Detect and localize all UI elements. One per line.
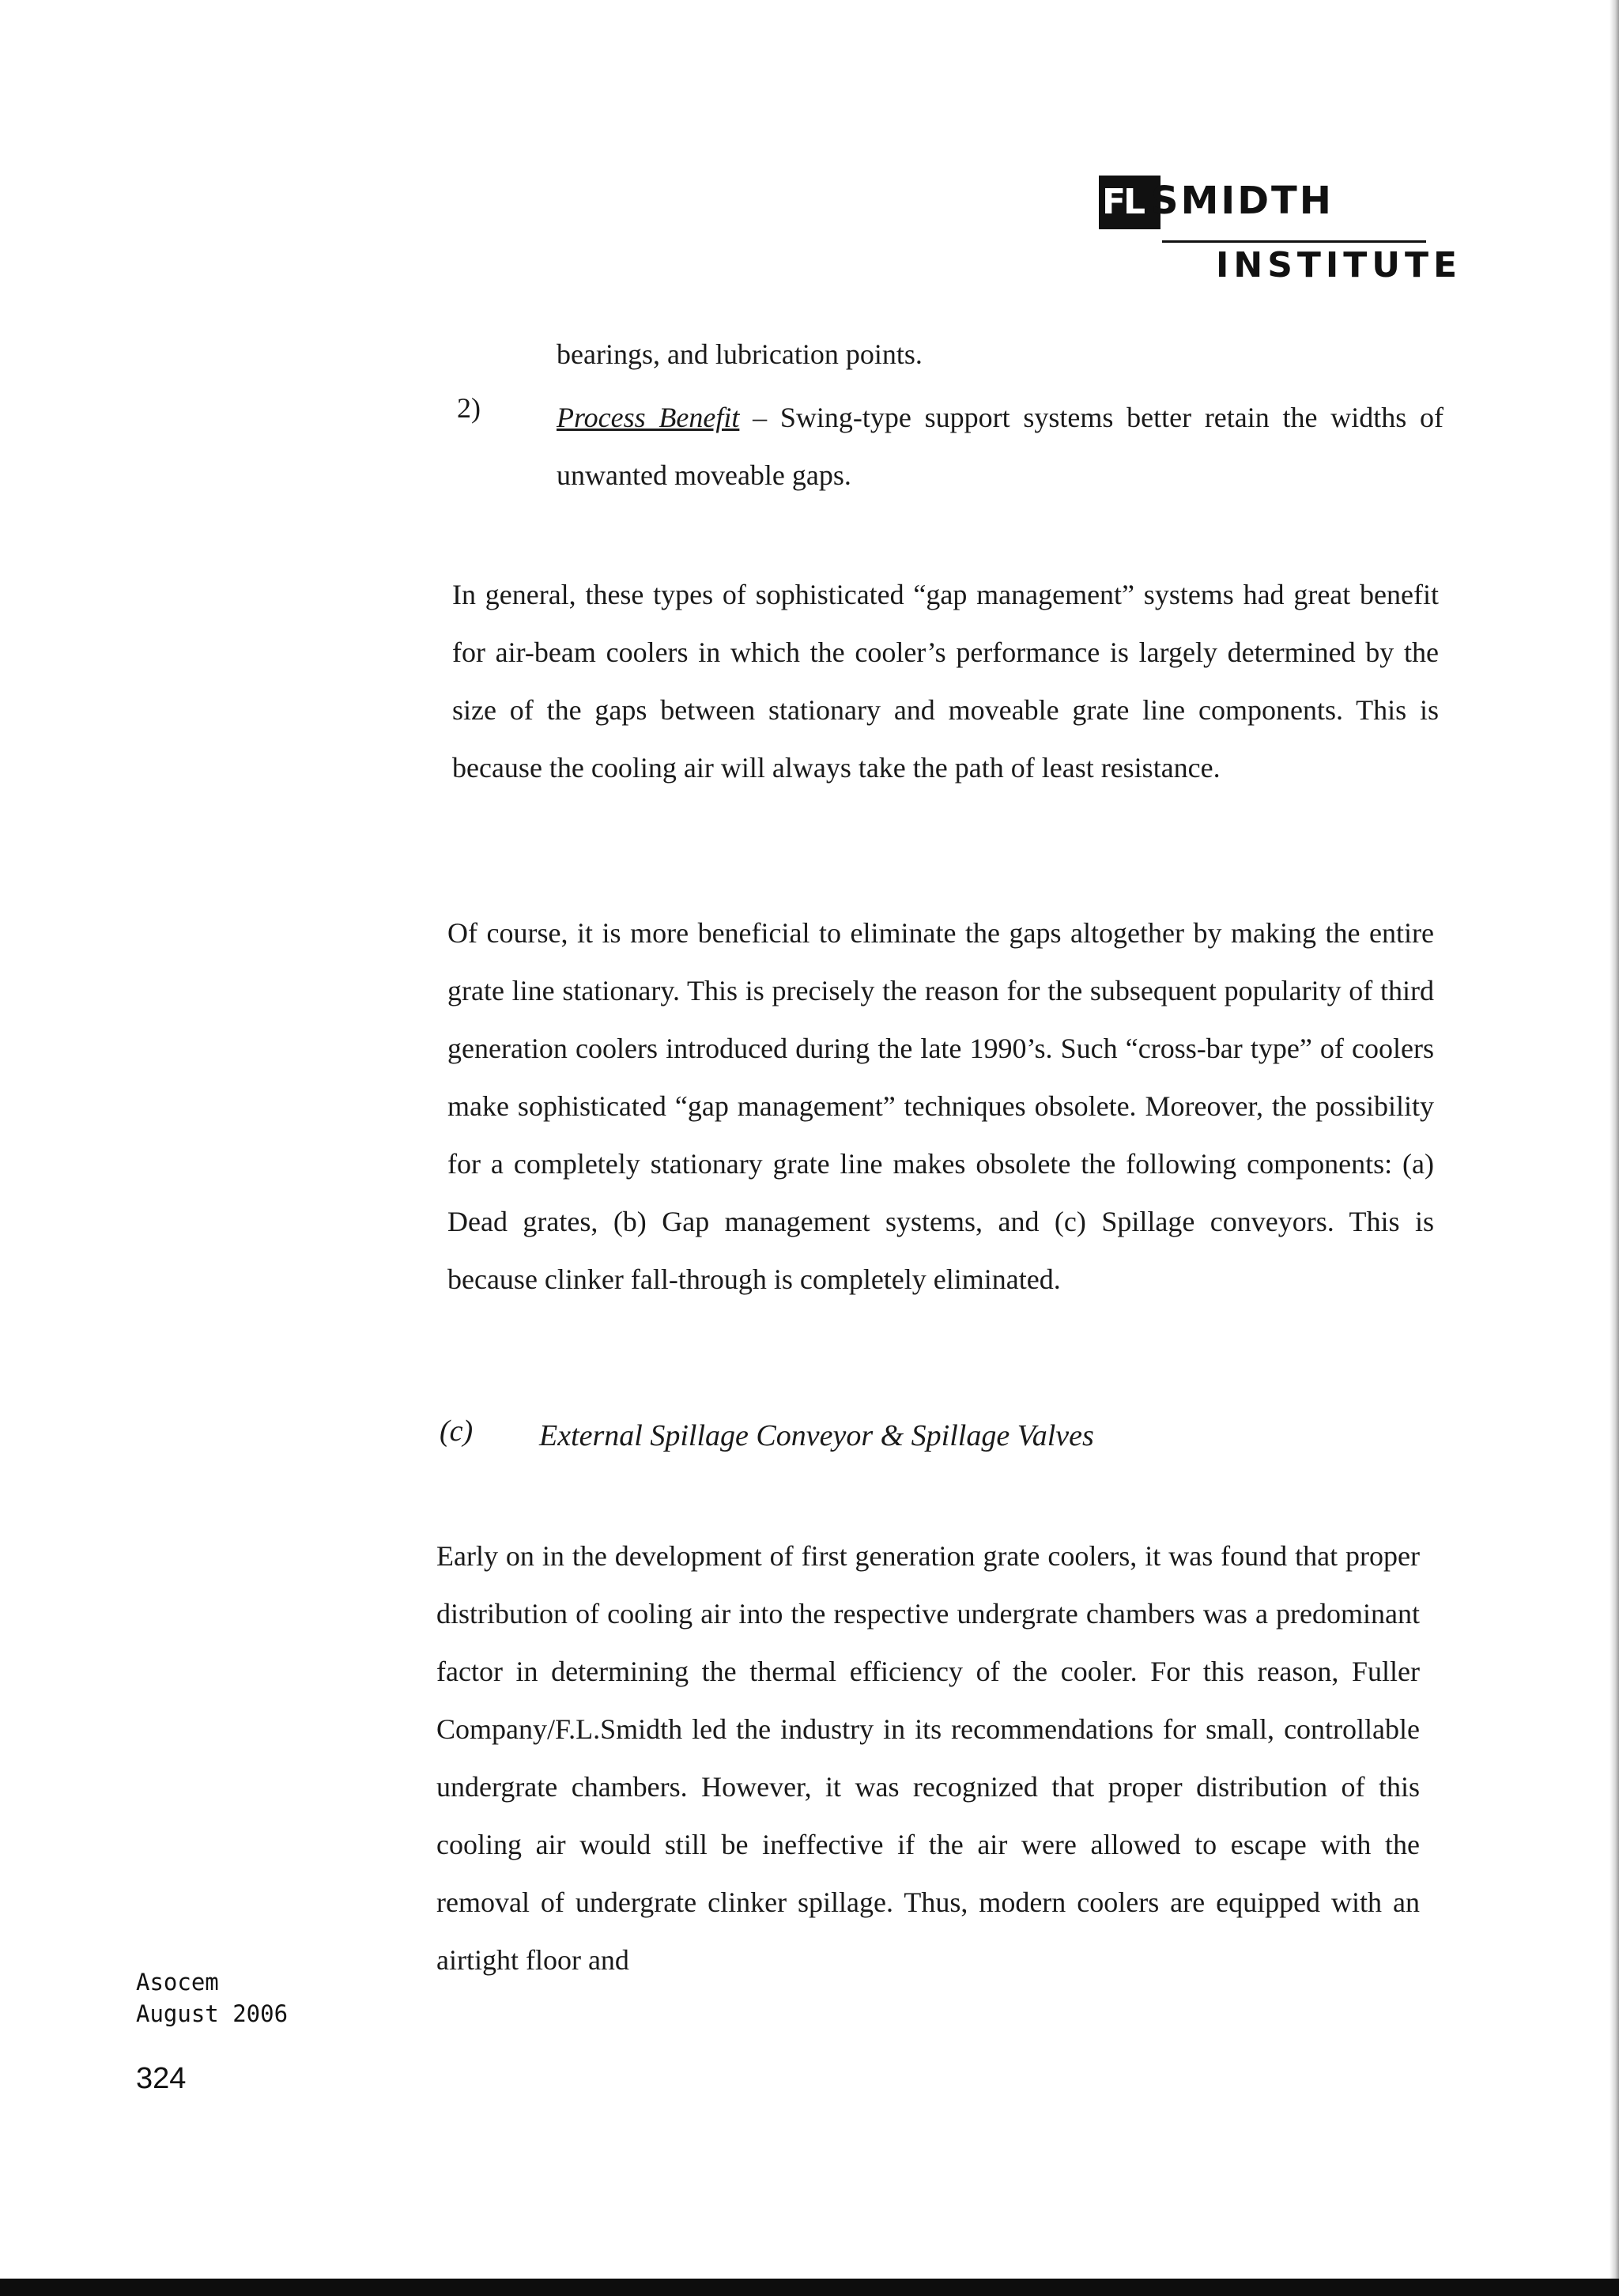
list-item-text [557,389,1444,504]
paragraph-3: Early on in the development of first generation grate coolers, it was found that proper distribution of cooling air into the respective undergrate chambers was a predominant factor in determining the thermal efficiency of the cooler. For this reason, Fuller Company/F.L.Smidth led the industry in its recommendations for small, controllable undergrate chambers. However, it was recognized that proper distribution of this cooling air would still be ineffective if the air were allowed to escape with the removal of undergrate clinker spillage. Thus, modern coolers are equipped with an airtight floor and [436,1540,1420,1976]
footer-organization: Asocem [136,1969,219,1996]
flsmidth-institute-logo [1099,176,1462,286]
scan-bottom-edge [0,2279,1619,2296]
page-edge-shadow [1610,0,1619,2296]
list-item-body: – Swing-type support systems better retain the widths of unwanted moveable gaps. [557,402,1444,491]
logo-word: SMIDTH [1151,179,1334,223]
section-heading: External Spillage Conveyor & Spillage Valves [539,1419,1094,1452]
section-number: (c) [440,1414,474,1448]
page-number: 324 [136,2062,187,2095]
continuation-line: bearings, and lubrication points. [557,338,923,370]
list-item-term: Process Benefit [557,402,740,433]
paragraph-1: In general, these types of sophisticated “gap management” systems had great benefit for air-beam coolers in which the cooler’s performance is largely determined by the size of the gaps between stationary and moveable grate line components. This is because the cooling air will always take the path of least resistance. [452,579,1439,784]
list-item-number: 2) [457,392,481,424]
logo-box: FL [1099,176,1160,229]
paragraph-2: Of course, it is more beneficial to eliminate the gaps altogether by making the entire grate line stationary. This is precisely the reason for the subsequent popularity of third generation coolers introduced during the late 1990’s. Such “cross-bar type” of coolers make sophisticated “gap management” techniques obsolete. Moreover, the possibility for a completely stationary grate line makes obsolete the following components: (a) Dead grates, (b) Gap management systems, and (c) Spillage conveyors. This is because clinker fall-through is completely eliminated. [447,917,1434,1295]
logo-subtitle: INSTITUTE [1216,245,1462,285]
footer-date: August 2006 [136,2000,289,2027]
logo-rule [1162,240,1426,243]
